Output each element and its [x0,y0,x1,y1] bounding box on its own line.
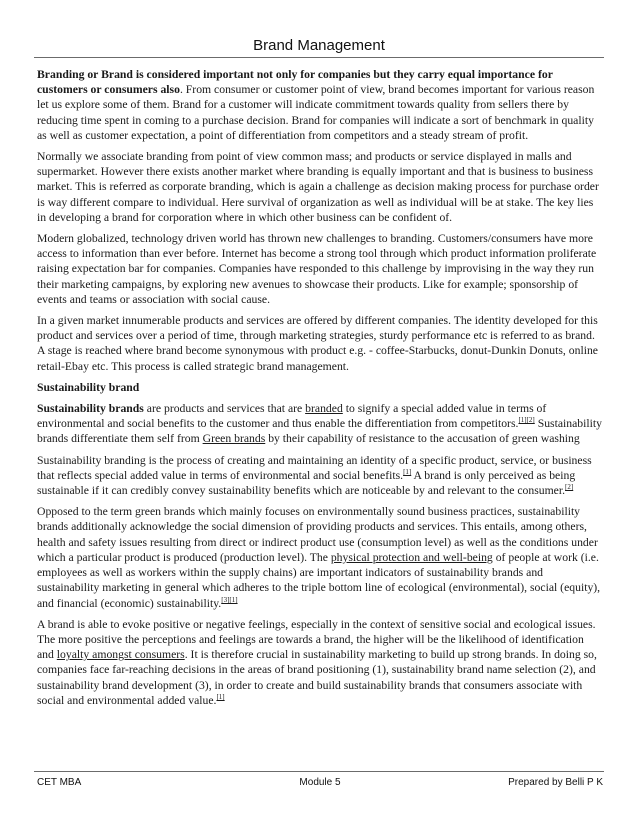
link-loyalty[interactable]: loyalty amongst consumers [56,648,185,662]
bold-lead: Branding or Brand is considered important not only for companies but they carry equal importance for customers or consumers also [37,68,553,97]
header-divider [34,57,604,58]
paragraph-text: of people at work (i.e. employees as well as workers within the supply chains) are important indicators of sustainability brands and sustainability marketing in general which adheres to the triple bottom line of ecological (environmental), social (equity), and financial (economic) sustainability. [37,550,601,610]
paragraph-strategic-brand-management: In a given market innumerable products and services are offered by different companies. The identity developed for this product and services over a period of time, through marketing strategies, sturdy performance etc is referred to as brand. A stage is reached where brand become synonymous with product e.g. - coffee-Starbucks, donut-Dunkin Donuts, online retail-Ebay etc. This process is called strategic brand management. [37,314,598,373]
paragraph-text: to signify a special added value in terms of environmental and social benefits to the customer and thus enable the differentiation from competitors. [37,402,547,431]
link-physical-protection[interactable]: physical protection and well-being [330,550,493,564]
footer-divider [34,771,604,772]
citation-link[interactable]: [1][2] [518,416,535,425]
page-title: Brand Management [253,37,385,54]
paragraph-sustainability-branding [37,453,603,499]
bold-lead: Sustainability brands [37,402,144,416]
page-footer [37,777,603,791]
document-body [37,67,603,714]
paragraph-text: Sustainability brands differentiate them self from [37,417,602,446]
paragraph-text: . From consumer or customer point of view, brand becomes important for various reason let us explore some of them. Brand for a customer will indicate commitment towards quality from sellers there by reducing time spent in coming to a purchase decision. Brand for companies will indicate a sort of benchmark in quality as well as customer expectation, a point of differentiation from competitors and a steady stream of profit. [37,83,595,142]
paragraph-text: by their capability of resistance to the accusation of green washing [265,432,580,446]
link-green-brands[interactable]: Green brands [202,432,266,446]
citation-link[interactable]: [2] [565,483,574,492]
citation-link[interactable]: [3][1] [221,595,238,604]
paragraph-text: Opposed to the term green brands which mainly focuses on environmentally sound business practices, sustainability brands additionally acknowledge the social dimension of providing products and services. This entails, among others, health and safety issues resulting from direct or indirect product use (consumption level) as well as the conditions under which a particular product is produced (production level). The [37,505,598,564]
paragraph-text: are products and services that are [143,402,306,416]
footer-author: Prepared by Belli P K [508,777,603,788]
paragraph-text: Sustainability branding is the process of creating and maintaining an identity of a specific product, service, or business that reflects special added value in terms of environmental and social benefits. [37,453,592,482]
paragraph-corporate-branding: Normally we associate branding from point of view common mass; and products or service displayed in malls and supermarket. However there exists another market where branding is equally important and that is business to business market. This is referred as corporate branding, which is again a challenge as decision making process for purchase order is way different compare to individual. Here survival of organization as well as individual will be at stake. The key lies in developing a brand for corporation where in which other business can be confident of. [37,150,599,224]
paragraph-text: . It is therefore crucial in sustainability marketing to build up strong brands. In doing so, companies face far-reaching decisions in the areas of brand positioning (1), sustainability brand name selection (2), and sustainability brand development (3), in order to create and build sustainability brands that consumers associate with social and environmental added value. [37,648,597,707]
paragraph-text: A brand is able to evoke positive or negative feelings, especially in the context of sensitive social and ecological issues. The more positive the perceptions and feelings are towards a brand, the higher will be the likelihood of identification and [37,617,596,662]
paragraph-green-vs-sustainability [37,504,603,610]
footer-course: CET MBA [37,777,82,788]
section-heading-sustainability: Sustainability brand [37,380,140,394]
citation-link[interactable]: [1] [403,467,412,476]
paragraph-branding-intro [37,67,603,143]
link-branded[interactable]: branded [305,402,343,416]
paragraph-sustainability-brands [37,401,603,447]
footer-module: Module 5 [299,777,341,788]
paragraph-text: A brand is only perceived as being sustainable if it can credibly convey sustainability benefits which are noticeable by and relevant to the consumer. [37,468,576,498]
paragraph-modern-challenges: Modern globalized, technology driven world has thrown new challenges to branding. Customers/consumers have more access to information than ever before. Internet has become a strong tool through which product information proliferate raising expectation bar for companies. Companies have responded to this challenge by improvising in the way they run their marketing campaigns, by exploring new avenues to showcase their products. Like for example; sponsorship of events and teams or association with social cause. [37,232,597,306]
paragraph-brand-feelings [37,617,603,708]
citation-link[interactable]: [1] [216,692,225,701]
